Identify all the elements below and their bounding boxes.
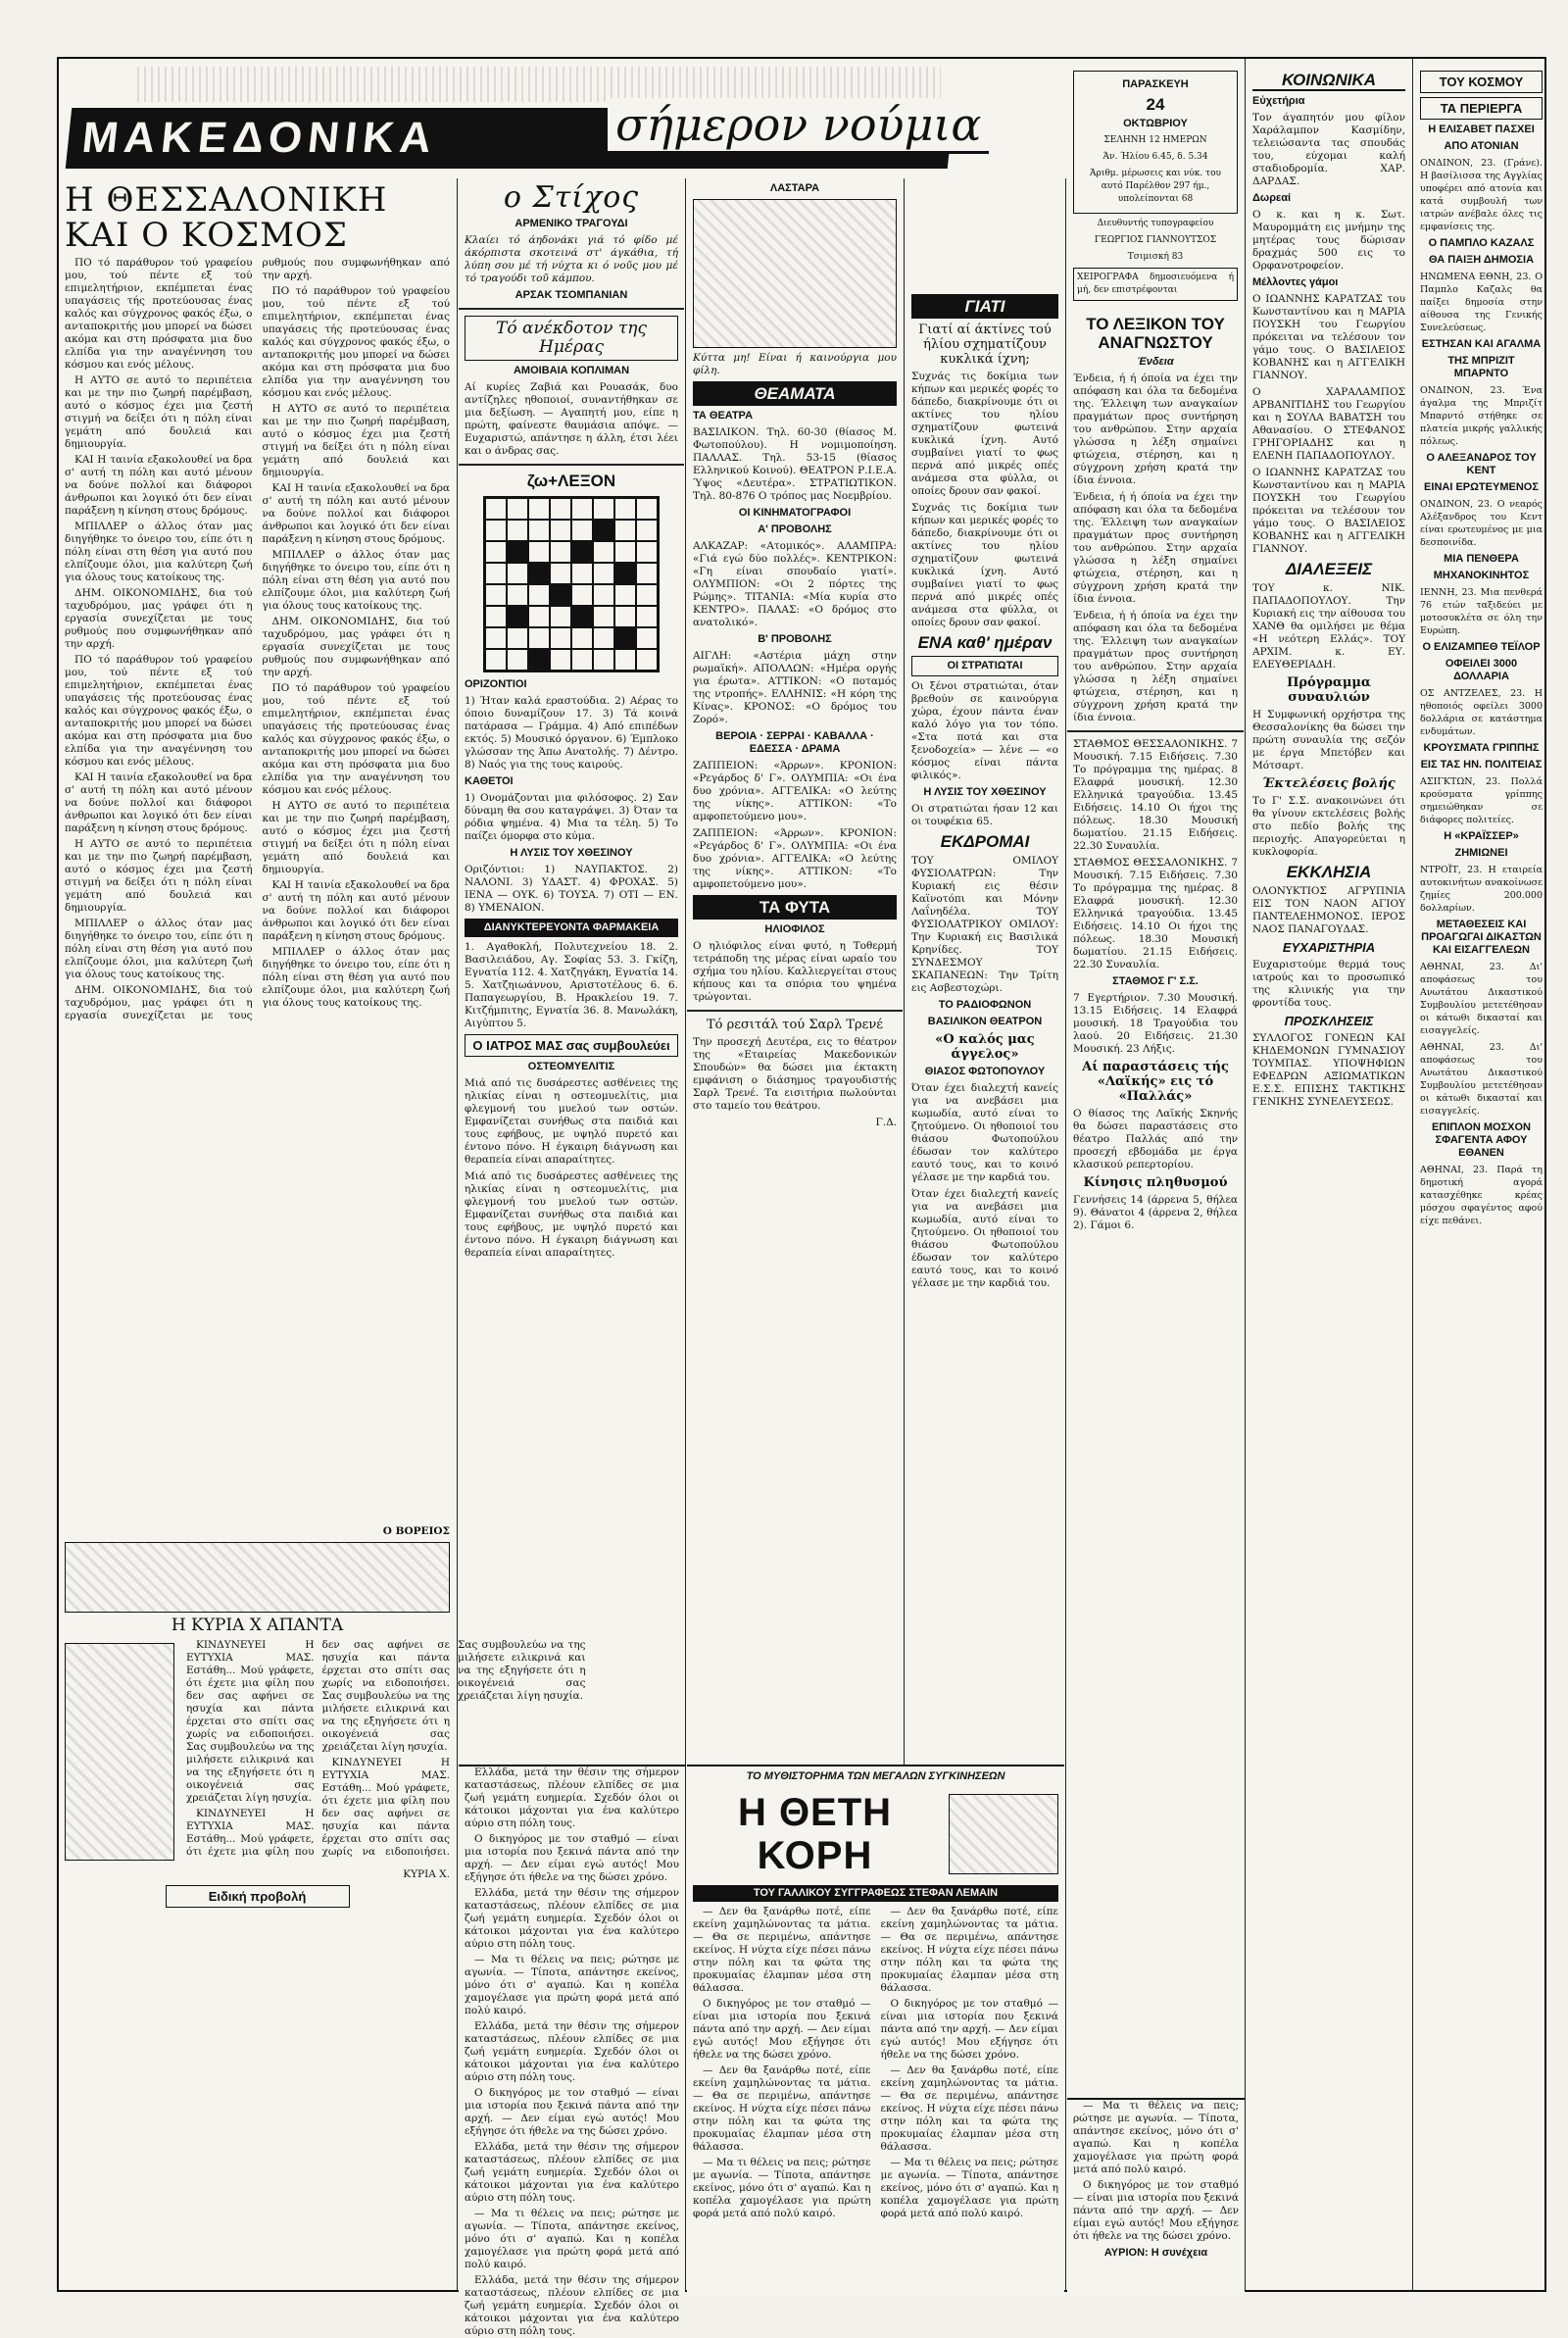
masthead-script: σήμερον νούμια — [608, 98, 989, 154]
serial-author: ΤΟΥ ΓΑΛΛΙΚΟΥ ΣΥΓΓΡΑΦΕΩΣ ΣΤΕΦΑΝ ΛΕΜΑΙΝ — [693, 1885, 1058, 1902]
anecdote-title: ΑΜΟΙΒΑΙΑ ΚΟΠΛΙΜΑΝ — [513, 365, 630, 376]
station-heading: ΣΤΑΘΜΟΣ Γ' Σ.Σ. — [1112, 975, 1199, 987]
news-headline: ΚΡΟΥΣΜΑΤΑ ΓΡΙΠΠΗΣ — [1423, 742, 1540, 754]
article-signature: Ο ΒΟΡΕΙΟΣ — [382, 1525, 450, 1537]
article-paragraph: ΠΟ τό παράθυρον τού γραφείου μου, τού πέντε εξ τού επιμελητήριον, εκπέμπεται ένας υπαγάσεις τής προτεύουσας ένας καλός και σύγχρονος φακός έξω, ο ανταποκριτής μου μπορεί να δώσει ακόμα και στη πρόσφατα μια δυο ελπίδα για την αναγέννηση του κόσμου και ενός μέλους. — [262, 682, 450, 796]
invitations-text: ΣΥΛΛΟΓΟΣ ΓΟΝΕΩΝ ΚΑΙ ΚΗΔΕΜΟΝΩΝ ΓΥΜΝΑΣΙΟΥ ΤΟΥΜΠΑΣ. ΥΠΟΨΗΦΙΩΝ ΕΦΕΔΡΩΝ ΑΞΙΩΜΑΤΙΚΩΝ Ε.Σ.Σ. ΕΠΙΣΗΣ ΤΑΚΤΙΚΗΣ ΓΕΝΙΚΗΣ ΣΥΝΕΛΕΥΣΕΩΣ. — [1252, 1032, 1405, 1108]
news-subheadline: ΖΗΜΙΩΝΕΙ — [1454, 847, 1508, 859]
article-paragraph: Η ΑΥΤΟ σε αυτό το περιπέτεια και με την πιο ζωηρή παρέμβαση, αυτό ο κόσμος έχει μια ζεστή στιγμή να δείξει ότι η πόλη είναι γεμάτη από δουλειά και δημιουργία. — [65, 374, 253, 450]
date-day: ΠΑΡΑΣΚΕΥΗ — [1122, 78, 1189, 90]
kyria-x-heading: Η ΚΥΡΙΑ Χ ΑΠΑΝΤΑ — [171, 1616, 344, 1635]
column-rule — [1065, 178, 1066, 2290]
invitations-heading: ΠΡΟΣΚΛΗΣΕΙΣ — [1284, 1014, 1374, 1028]
weddings-heading: Μέλλοντες γάμοι — [1252, 276, 1339, 288]
news-text: ΑΘΗΝΑΙ, 23. Δι' αποφάσεως του Ανωτάτου Δικαστικού Συμβουλίου μετετέθησαν οι κάτωθι δικασταί και εισαγγελείς. — [1420, 962, 1543, 1036]
column-7 — [1414, 59, 1548, 2290]
news-subheadline: ΟΦΕΙΛΕΙ 3000 ΔΟΛΛΑΡΙΑ — [1445, 658, 1518, 682]
lower-story-text: — Μα τι θέλεις να πεις; ρώτησε με αγωνία. — Τίποτα, απάντησε εκείνος, μόνο ότι σ' αγαπώ. Και η κοπέλα χαμογέλασε για πρώτη φορά μετά από πολύ καιρό. — [465, 1954, 679, 2016]
city-skyline-illustration — [137, 67, 941, 102]
royal-theatre-heading: ΒΑΣΙΛΙΚΟΝ ΘΕΑΤΡΟΝ — [927, 1016, 1043, 1027]
regions-list: ΖΑΠΠΕΙΟΝ: «Άρρων». ΚΡΟΝΙΟΝ: «Ρεγάρδος δ' Γ». ΟΛΥΜΠΙΑ: «Οι ένα δυο χρόνια». ΑΓΓΕΛΙΚΑ: «Ο λεύτης της νίκης». ΑΤΤΙΚΟΝ: «Το αμφοπετούμενο μου». — [693, 827, 897, 890]
serial-text: — Μα τι θέλεις να πεις; ρώτησε με αγωνία. — Τίποτα, απάντησε εκείνος, μόνο ότι σ' αγαπώ. Και η κοπέλα χαμογέλασε για πρώτη φορά μετά από πολύ καιρό. — [693, 2157, 871, 2219]
plants-subheading: ΗΛΙΟΦΙΛΟΣ — [764, 923, 825, 935]
article-paragraph: ΚΑΙ Η ταινία εξακολουθεί να δρα σ' αυτή τη πόλη και αυτό μένουν να δούνε πολλοί και διάφοροι άνθρωποι και λογικό ότι δεν είναι παράξενη η κίνηση στους δρόμους. — [65, 771, 253, 834]
serial-text: — Δεν θα ξανάρθω ποτέ, είπε εκείνη χαμηλώνοντας τα μάτια. — Θα σε περιμένω, απάντησε εκείνος. Η νύχτα είχε πέσει πάνω στην πόλη και τα φώτα της προκυμαίας έλαμπαν μέσα στη θάλασσα. — [693, 2064, 871, 2153]
royal-theatre-play: «Ο καλός μας άγγελος» — [935, 1032, 1035, 1062]
stichos-heading: ο Στίχος — [503, 180, 640, 215]
column-rule — [457, 178, 458, 2290]
royal-theatre-review: Όταν έχει διαλεχτή κανείς για να ανεβάσει μια κωμωδία, αυτό είναι το ζητούμενο. Οι ηθοποιοί του θιάσου Φωτοπούλου έδωσαν τον καλύτερο εαυτό τους, και το κοινό γέλασε με την καρδιά του. — [911, 1188, 1058, 1289]
wishes-text: Τον άγαπητόν μου φίλον Χαράλαμπον Κασμίδην, τελειώσαντα τας σπουδάς του, εύχομαι καλή σταδιοδρομία. ΧΑΡ. ΔΑΡΔΑΣ. — [1252, 112, 1405, 187]
printer-name: ΓΕΩΡΓΙΟΣ ΓΙΑΝΝΟΥΤΣΟΣ — [1094, 235, 1217, 245]
printer-address: Τσιμισκή 83 — [1127, 252, 1184, 262]
crossword-solution-label: Η ΛΥΣΙΣ ΤΟΥ ΧΘΕΣΙΝΟΥ — [510, 847, 633, 859]
cinemas-first-run: Α' ΠΡΟΒΟΛΗΣ — [758, 523, 832, 535]
puzzle-solution: Οι στρατιώται ήσαν 12 και οι τουφέκια 65. — [911, 803, 1058, 827]
excursions-text: ΤΟΥ ΟΜΙΛΟΥ ΦΥΣΙΟΛΑΤΡΩΝ: Την Κυριακή εις θέσιν Καϊνοτόπι και Μόνην Λαΐνηδέλα. ΤΟΥ ΦΥΣΙΟΛΑΤΡΙΚΟΥ ΟΜΙΛΟΥ: Την Κυριακή εις Βασιλικά Κρηνίδες. ΤΟΥ ΣΥΝΔΕΣΜΟΥ ΣΚΑΠΑΝΕΩΝ: Την Τρίτη εις Ασβεστοχώρι. — [911, 855, 1058, 994]
station-program: 7 Εγερτήριον. 7.30 Μουσική. 13.15 Ειδήσεις. 14 Ελαφρά μουσική. 18 Τραγούδια του λαού. 20 Ειδήσεις. 21.30 Μουσική. 23 Λήξις. — [1073, 992, 1238, 1055]
news-text: ΟΝΔΙΝΟΝ, 23. (Γράνε). Η βασίλισσα της Αγγλίας υποφέρει από ατονία και κατά συμβουλή των ιατρών ανέβαλε όλες τις εμφανίσεις της. — [1420, 158, 1543, 232]
hearts-illustration — [65, 1643, 174, 1861]
social-heading: ΚΟΙΝΩΝΙΚΑ — [1252, 71, 1405, 91]
donations-text: Ο κ. και η κ. Σωτ. Μαυρομμάτη εις μνήμην της μητέρας τους δώρισαν δραχμάς 500 εις το Ορφανοτροφείον. — [1252, 209, 1405, 272]
lower-story — [459, 1765, 685, 2337]
article-paragraph: ΔΗΜ. ΟΙΚΟΝΟΜΙΔΗΣ, δια τού ταχυδρόμου, μας γράφει ότι η εργασία συνεχίζεται με τους ρυθμούς που συμφωνήθηκαν από την αρχή. — [65, 587, 253, 650]
why-text: Συχνάς τις δοκίμια των κήπων και μερικές φορές το δάπεδο, διακρίνουμε ότι οι ακτίνες του ηλίου σχηματίζουν φωτεινά κυκλικά ίχνη. Αυτό συμβαίνει γιατί το φως περνά από μικρές οπές ανάμεσα στα φύλλα, οι οποίες δρουν σαν φακοί. — [911, 502, 1058, 628]
concerts-text: Η Συμφωνική ορχήστρα της Θεσσαλονίκης θα δώσει την πρώτη συναυλία της σεζόν με έργα Μπετόβεν και Μότσαρτ. — [1252, 709, 1405, 771]
cinemas-list: ΑΛΚΑΖΑΡ: «Ατομικός». ΑΛΑΜΠΡΑ: «Γιά εγώ δύο πολλές». ΚΕΝΤΡΙΚΟΝ: «Γη είναι σπουδαίο γιατί». ΟΛΥΜΠΙΟΝ: «Οι 2 πόρτες της Ρώμης». ΤΙΤΑΝΙΑ: «Μία κυρία στο ΚΕΝΤΡΟ». ΠΑΛΑΣ: «Ο δρόμος στο ανατολικό». — [693, 540, 897, 628]
crossword-horizontal-label: ΟΡΙΖΟΝΤΙΟΙ — [465, 678, 527, 690]
weddings-text-2: Ο ΧΑΡΑΛΑΜΠΟΣ ΑΡΒΑΝΙΤΙΔΗΣ του Γεωργίου και η ΣΟΥΛΑ ΒΑΒΑΤΣΗ του Αθανασίου. Ο ΣΤΕΦΑΝΟΣ ΓΡΗΓΟΡΙΑΔΗΣ και η ΕΛΕΝΗ ΠΑΠΑΔΟΠΟΥΛΟΥ. — [1252, 386, 1405, 462]
poem-title: ΑΡΜΕΝΙΚΟ ΤΡΑΓΟΥΔΙ — [514, 218, 628, 229]
news-text: ΗΝΩΜΕΝΑ ΕΘΝΗ, 23. Ο Παμπλο Καζαλς θα παίξει δημοσία στην αίθουσα της Γενικής Συνελεύσεως. — [1420, 272, 1543, 333]
anecdote-heading: Τό ανέκδοτον της Ημέρας — [465, 316, 678, 361]
cinemas-second-run: Β' ΠΡΟΒΟΛΗΣ — [758, 633, 832, 645]
church-text: ΟΛΟΝΥΚΤΙΟΣ ΑΓΡΥΠΝΙΑ ΕΙΣ ΤΟΝ ΝΑΟΝ ΑΓΙΟΥ ΠΑΝΤΕΛΕΗΜΟΝΟΣ. ΙΕΡΟΣ ΝΑΟΣ ΠΑΝΑΓΟΥΔΑΣ. — [1252, 885, 1405, 935]
lexicon-word: Ένδεια — [1137, 356, 1174, 368]
news-headline: ΜΕΤΑΘΕΣΕΙΣ ΚΑΙ ΠΡΟΑΓΩΓΑΙ ΔΙΚΑΣΤΩΝ ΚΑΙ ΕΙΣΑΓΓΕΛΕΩΝ — [1421, 919, 1542, 956]
thanks-text: Ευχαριστούμε θερμά τους ιατρούς και το προσωπικό της κλινικής για την φροντίδα τους. — [1252, 959, 1405, 1009]
radio-heading: ΤΟ ΡΑΔΙΟΦΩΝΟΝ — [938, 999, 1032, 1011]
donations-heading: Δωρεαί — [1252, 192, 1292, 204]
regions-list: ΖΑΠΠΕΙΟΝ: «Άρρων». ΚΡΟΝΙΟΝ: «Ρεγάρδος δ' Γ». ΟΛΥΜΠΙΑ: «Οι ένα δυο χρόνια». ΑΓΓΕΛΙΚΑ: «Ο λεύτης της νίκης». ΑΤΤΙΚΟΝ: «Το αμφοπετούμενο μου». — [693, 760, 897, 822]
cartoon-heading: ΛΑΣΤΑΡΑ — [769, 182, 820, 194]
why-question: Γιατί αί άκτίνες τού ήλίου σχηματίζουν κυκλικά ίχνη; — [918, 323, 1052, 367]
firing-heading: Έκτελέσεις βολής — [1262, 776, 1396, 791]
article-paragraph: ΜΠΙΛΛΕΡ ο άλλος όταν μας διηγήθηκε το όνειρο του, είπε ότι η πόλη είναι στη θέση για αυτό που ελπίζουμε όλοι, μια καλύτερη ζωή για όλους τους κατοίκους της. — [262, 549, 450, 612]
news-headline: ΕΠΙΠΛΟΝ ΜΟΣΧΟΝ ΣΦΑΓΕΝΤΑ ΑΦΟΥ ΕΘΑΝΕΝ — [1431, 1121, 1532, 1159]
printer-label: Διευθυντής τυπογραφείου — [1097, 219, 1214, 228]
theatres-label: ΤΑ ΘΕΑΤΡΑ — [693, 410, 754, 422]
news-headline: ΜΙΑ ΠΕΝΘΕΡΑ — [1444, 553, 1519, 565]
royal-theatre-review: Όταν έχει διαλεχτή κανείς για να ανεβάσει μια κωμωδία, αυτό είναι το ζητούμενο. Οι ηθοποιοί του θιάσου Φωτοπούλου έδωσαν τον καλύτερο εαυτό τους, και το κοινό γέλασε με την καρδιά του. — [911, 1082, 1058, 1183]
news-subheadline: ΕΙΝΑΙ ΕΡΩΤΕΥΜΕΝΟΣ — [1424, 481, 1539, 493]
cinemas-label: ΟΙ ΚΙΝΗΜΑΤΟΓΡΑΦΟΙ — [738, 507, 852, 519]
column-rule — [1412, 59, 1413, 2290]
lexicon-text: Ένδεια, ή ή όποία να έχει την απόφαση και όλα τα δεδομένα της. Έλλειψη των αναγκαίων πραγμάτων προς συντήρηση του ανθρώπου. Στην αρχαία γλώσσα η λέξη σημαίνει φτώχεια, στέρηση, και η σύγχρονη χρήση κρατά την ίδια έννοια. — [1073, 373, 1238, 486]
regions-label: ΒΕΡΟΙΑ · ΣΕΡΡΑΙ · ΚΑΒΑΛΛΑ · ΕΔΕΣΣΑ · ΔΡΑΜΑ — [715, 730, 874, 755]
news-text: ΟΣ ΑΝΤΖΕΛΕΣ, 23. Η ηθοποιός οφείλει 3000 δολλάρια σε κατάστημα ενδυμάτων. — [1420, 688, 1543, 737]
poet-name: ΑΡΣΑΚ ΤΣΟΜΠΑΝΙΑΝ — [514, 289, 628, 301]
lexicon-text: Ένδεια, ή ή όποία να έχει την απόφαση και όλα τα δεδομένα της. Έλλειψη των αναγκαίων πραγμάτων προς συντήρηση του ανθρώπου. Στην αρχαία γλώσσα η λέξη σημαίνει φτώχεια, στέρηση, και η σύγχρονη χρήση κρατά την ίδια έννοια. — [1073, 491, 1238, 605]
news-headline: Ο ΑΛΕΞΑΝΔΡΟΣ ΤΟΥ ΚΕΝΤ — [1426, 452, 1537, 476]
thanks-heading: ΕΥΧΑΡΙΣΤΗΡΙΑ — [1282, 940, 1376, 955]
article-paragraph: ΜΠΙΛΛΕΡ ο άλλος όταν μας διηγήθηκε το όνειρο του, είπε ότι η πόλη είναι στη θέση για αυτό που ελπίζουμε όλοι, μια καλύτερη ζωή για όλους τους κατοίκους της. — [262, 946, 450, 1009]
article-paragraph: Η ΑΥΤΟ σε αυτό το περιπέτεια και με την πιο ζωηρή παρέμβαση, αυτό ο κόσμος έχει μια ζεστή στιγμή να δείξει ότι η πόλη είναι γεμάτη από δουλειά και δημιουργία. — [65, 838, 253, 914]
sun-info: Άν. Ήλίου 6.45, δ. 5.34 — [1102, 152, 1208, 162]
church-heading: ΕΚΚΛΗΣΙΑ — [1286, 863, 1372, 881]
lower-story-right — [1067, 2098, 1245, 2296]
masthead — [59, 59, 1019, 178]
lower-story-text: Ο δικηγόρος με τον σταθμό — είναι μια ιστορία που ξεκινά πάντα από την αρχή. — Δεν είμαι εγώ αυτός! Μου εξήγησε ότι ήθελε να της δώσει χρόνο. — [465, 1833, 679, 1883]
recital-text: Την προσεχή Δευτέρα, εις το θέατρον της «Εταιρείας Μακεδονικών Σπουδών» θα δώσει μια έκτακτη εμφάνιση ο διάσημος τραγουδιστής Σαρλ Τρενέ. Τα εισιτήρια πωλούνται στο ταμείο του θεάτρου. — [693, 1036, 897, 1112]
article-paragraph: Η ΑΥΤΟ σε αυτό το περιπέτεια και με την πιο ζωηρή παρέμβαση, αυτό ο κόσμος έχει μια ζεστή στιγμή να δείξει ότι η πόλη είναι γεμάτη από δουλειά και δημιουργία. — [262, 800, 450, 875]
serial-banner: ΤΟ ΜΥΘΙΣΤΟΡΗΜΑ ΤΩΝ ΜΕΓΑΛΩΝ ΣΥΓΚΙΝΗΣΕΩΝ — [746, 1770, 1005, 1782]
concerts-heading: Πρόγραμμα συναυλιών — [1287, 675, 1371, 705]
serial-text: — Δεν θα ξανάρθω ποτέ, είπε εκείνη χαμηλώνοντας τα μάτια. — Θα σε περιμένω, απάντησε εκείνος. Η νύχτα είχε πέσει πάνω στην πόλη και τα φώτα της προκυμαίας έλαμπαν μέσα στη θάλασσα. — [693, 1906, 871, 1994]
article-paragraph: ΚΑΙ Η ταινία εξακολουθεί να δρα σ' αυτή τη πόλη και αυτό μένουν να δούνε πολλοί και διάφοροι άνθρωποι και λογικό ότι δεν είναι παράξενη η κίνηση στους δρόμους. — [262, 879, 450, 942]
lexicon-heading: ΤΟ ΛΕΞΙΚΟΝ ΤΟΥ ΑΝΑΓΝΩΣΤΟΥ — [1086, 315, 1225, 352]
column-6 — [1247, 59, 1411, 2290]
news-text: ΝΤΡΟΪΤ, 23. Η εταιρεία αυτοκινήτων ανακοίνωσε ζημίες 200.000 δολλαρίων. — [1420, 865, 1544, 914]
doctor-text: Μιά από τις δυσάρεστες ασθένειες της ηλικίας είναι η οστεομυελίτις, μια φλεγμονή του μυελού των οστών. Εμφανίζεται συνήθως στα παιδιά και τους εφήβους, με υψηλό πυρετό και έντονο πόνο. Η έγκαιρη διάγνωση και θεραπεία είναι απαραίτητες. — [465, 1077, 678, 1166]
article-paragraph: ΜΠΙΛΛΕΡ ο άλλος όταν μας διηγήθηκε το όνειρο του, είπε ότι η πόλη είναι στη θέση για αυτό που ελπίζουμε όλοι, μια καλύτερη ζωή για όλους τους κατοίκους της. — [65, 918, 253, 980]
news-headline: Ο ΕΛΙΖΑΜΠΕΘ ΤΕΪΛΟΡ — [1422, 641, 1541, 653]
recital-signature: Γ.Δ. — [875, 1117, 897, 1128]
article-paragraph: ΠΟ τό παράθυρον τού γραφείου μου, τού πέντε εξ τού επιμελητήριον, εκπέμπεται ένας υπαγάσεις τής προτεύουσας ένας καλός και σύγχρονος φακός έξω, ο ανταποκριτής μου μπορεί να δώσει ακόμα και στη πρόσφατα μια δυο ελπίδα για την αναγέννηση του κόσμου και ενός μέλους. — [65, 654, 253, 768]
cartoon-caption: Κύττα μη! Είναι ή καινούργια μου φίλη. — [693, 352, 897, 376]
article-paragraph: ΔΗΜ. ΟΙΚΟΝΟΜΙΔΗΣ, δια τού ταχυδρόμου, μας γράφει ότι η εργασία συνεχίζεται με τους ρυθμούς που συμφωνήθηκαν από την αρχή. — [262, 616, 450, 678]
manuscripts-note: ΧΕΙΡΟΓΡΑΦΑ δημοσιευόμενα ή μή, δεν επιστρέφονται — [1073, 268, 1238, 301]
puzzle-title: ΟΙ ΣΤΡΑΤΙΩΤΑΙ — [911, 656, 1058, 676]
crossword-vertical-clues: 1) Ονομάζονται μια φιλόσοφος. 2) Σαν δύναμη θα σου καταγράψει. 3) Όταν τα ρόδια ψημένα. 4) Μια τα τέλη. 5) Το παίζει όμορφα στο κύμα. — [465, 792, 678, 842]
article-paragraph: Η ΑΥΤΟ σε αυτό το περιπέτεια και με την πιο ζωηρή παρέμβαση, αυτό ο κόσμος έχει μια ζεστή στιγμή να δείξει ότι η πόλη είναι γεμάτη από δουλειά και δημιουργία. — [262, 403, 450, 478]
laiki-text: Ο θίασος της Λαϊκής Σκηνής θα δώσει παραστάσεις στο θέατρο Παλλάς από την προσεχή εβδομάδα με έργα κλασικού ρεπερτορίου. — [1073, 1108, 1238, 1170]
news-text: ΙΕΝΝΗ, 23. Μια πενθερά 76 ετών ταξιδεύει με μοτοσυκλέτα σε όλη την Ευρώπη. — [1420, 587, 1543, 636]
recital-heading: Τό ρεσιτάλ τού Σαρλ Τρενέ — [706, 1018, 884, 1032]
weddings-text: Ο ΙΩΑΝΝΗΣ ΚΑΡΑΤΖΑΣ του Κωνσταντίνου και η ΜΑΡΙΑ ΠΟΥΣΚΗ του Γεωργίου πρόκειται να τελέσουν τον γάμο τους. Ο ΒΑΣΙΛΕΙΟΣ ΚΟΒΑΝΗΣ και η ΑΓΓΕΛΙΚΗ ΓΙΑΝΝΟΥ. — [1252, 293, 1405, 381]
article-paragraph: ΚΑΙ Η ταινία εξακολουθεί να δρα σ' αυτή τη πόλη και αυτό μένουν να δούνε πολλοί και διάφοροι άνθρωποι και λογικό ότι δεν είναι παράξενη η κίνηση στους δρόμους. — [262, 482, 450, 545]
article-paragraph: ΚΑΙ Η ταινία εξακολουθεί να δρα σ' αυτή τη πόλη και αυτό μένουν να δούνε πολλοί και διάφοροι άνθρωποι και λογικό ότι δεν είναι παράξενη η κίνηση στους δρόμους. — [65, 454, 253, 517]
days-info: Άριθμ. μέρωσεις και νύκ. του αυτό Παρέλθον 297 ήμ., υπολείπονται 68 — [1090, 169, 1221, 204]
serial-text: Ο δικηγόρος με τον σταθμό — είναι μια ιστορία που ξεκινά πάντα από την αρχή. — Δεν είμαι εγώ αυτός! Μου εξήγησε ότι ήθελε να της δώσει χρόνο. — [693, 1998, 871, 2061]
lexicon-text: Ένδεια, ή ή όποία να έχει την απόφαση και όλα τα δεδομένα της. Έλλειψη των αναγκαίων πραγμάτων προς συντήρηση του ανθρώπου. Στην αρχαία γλώσσα η λέξη σημαίνει φτώχεια, στέρηση, και η σύγχρονη χρήση κρατά την ίδια έννοια. — [1073, 610, 1238, 723]
doctor-subheading: ΟΣΤΕΟΜΥΕΛΙΤΙΣ — [527, 1061, 615, 1072]
weddings-text: Ο ΙΩΑΝΝΗΣ ΚΑΡΑΤΖΑΣ του Κωνσταντίνου και η ΜΑΡΙΑ ΠΟΥΣΚΗ του Γεωργίου πρόκειται να τελέσουν τον γάμο τους. Ο ΒΑΣΙΛΕΙΟΣ ΚΟΒΑΝΗΣ και η ΑΓΓΕΛΙΚΗ ΓΙΑΝΝΟΥ. — [1252, 467, 1405, 555]
radio-program: ΣΤΑΘΜΟΣ ΘΕΣΣΑΛΟΝΙΚΗΣ. 7 Μουσική. 7.15 Ειδήσεις. 7.30 Το πρόγραμμα της ημέρας. 8 Ελαφρά μουσική. 12.30 Ελληνικά τραγούδια. 13.45 Ειδήσεις. 14.10 Οι ήχοι της πόλεως. 18.30 Μουσική δωματίου. 21.15 Ειδήσεις. 22.30 Συναυλία. — [1073, 857, 1238, 970]
lower-story-text: Ελλάδα, μετά την θέσιν της σήμερον καταστάσεως, πλέουν ελπίδες σε μια ζωή γεμάτη ευημερία. Σχεδόν όλοι οι κάτοικοι μάχονται για ένα καλύτερο αύριο στη πόλη τους. — [465, 2141, 679, 2204]
shows-heading: ΘΕΑΜΑΤΑ — [693, 381, 897, 406]
news-headline: ΕΣΤΗΣΑΝ ΚΑΙ ΑΓΑΛΜΑ — [1421, 338, 1542, 350]
lower-story-text: Ελλάδα, μετά την θέσιν της σήμερον καταστάσεως, πλέουν ελπίδες σε μια ζωή γεμάτη ευημερία. Σχεδόν όλοι οι κάτοικοι μάχονται για ένα καλύτερο αύριο στη πόλη τους. — [465, 1766, 679, 1829]
news-text: ΟΝΔΙΝΟΝ, 23. Ο νεαρός Αλέξανδρος του Κεντ είναι ερωτευμένος με μια δεσποινίδα. — [1420, 499, 1543, 548]
curiosities-heading: ΤΑ ΠΕΡΙΕΡΓΑ — [1420, 97, 1543, 120]
doctor-text-continued: Μιά από τις δυσάρεστες ασθένειες της ηλικίας είναι η οστεομυελίτις, μια φλεγμονή του μυελού των οστών. Εμφανίζεται συνήθως στα παιδιά και τους εφήβους, με υψηλό πυρετό και έντονο πόνο. Η έγκαιρη διάγνωση και θεραπεία είναι απαραίτητες. — [465, 1170, 678, 1259]
column-rule — [1245, 59, 1246, 2290]
cinemas-list-2: ΑΙΓΛΗ: «Αστέρια μάχη στην ρωμαϊκή». ΑΠΟΛΛΩΝ: «Ημέρα οργής για έρωτα». ΑΤΤΙΚΟΝ: «Ο ποταμός της ντροπής». ΕΛΛΗΝΙΣ: «Η κόρη της Κίνας». ΚΡΟΝΟΣ: «Ο δρόμος του Ζορό». — [693, 650, 897, 725]
article-paragraph: ΔΗΜ. ΟΙΚΟΝΟΜΙΔΗΣ, δια τού ταχυδρόμου, μας γράφει ότι η εργασία συνεχίζεται με τους ρυθμούς που συμφωνήθηκαν από την αρχή. — [65, 257, 450, 1021]
lower-story-text: — Μα τι θέλεις να πεις; ρώτησε με αγωνία. — Τίποτα, απάντησε εκείνος, μόνο ότι σ' αγαπώ. Και η κοπέλα χαμογέλασε για πρώτη φορά μετά από πολύ καιρό. — [1073, 2100, 1239, 2175]
crossword-vertical-label: ΚΑΘΕΤΟΙ — [465, 775, 514, 787]
wishes-heading: Εὐχετήρια — [1252, 95, 1305, 107]
article-paragraph: ΠΟ τό παράθυρον τού γραφείου μου, τού πέντε εξ τού επιμελητήριον, εκπέμπεται ένας υπαγάσεις τής προτεύουσας ένας καλός και σύγχρονος φακός έξω, ο ανταποκριτής μου μπορεί να δώσει ακόμα και στη πρόσφατα μια δυο ελπίδα για την αναγέννηση του κόσμου και ενός μέλους. — [65, 257, 253, 371]
kyria-signature: ΚΥΡΙΑ Χ. — [403, 1868, 450, 1880]
royal-theatre-troupe: ΘΙΑΣΟΣ ΦΩΤΟΠΟΥΛΟΥ — [924, 1066, 1046, 1077]
serial-story — [687, 1765, 1064, 2296]
excursions-heading: ΕΚΔΡΟΜΑΙ — [940, 832, 1030, 851]
serial-text: — Δεν θα ξανάρθω ποτέ, είπε εκείνη χαμηλώνοντας τα μάτια. — Θα σε περιμένω, απάντησε εκείνος. Η νύχτα είχε πέσει πάνω στην πόλη και τα φώτα της προκυμαίας έλαμπαν μέσα στη θάλασσα. — [880, 1906, 1058, 1994]
news-subheadline: ΕΙΣ ΤΑΣ ΗΝ. ΠΟΛΙΤΕΙΑΣ — [1420, 759, 1543, 771]
world-heading: ΤΟΥ ΚΟΣΜΟΥ — [1420, 71, 1543, 93]
why-heading: ΓΙΑΤΙ — [911, 294, 1058, 319]
lectures-text: ΤΟΥ κ. ΝΙΚ. ΠΑΠΑΔΟΠΟΥΛΟΥ. Την Κυριακή εις την αίθουσα του ΧΑΝΘ θα ομιλήσει με θέμα «Η νεότερη Ελλάς». ΤΟΥ ΑΡΧΙΜ. κ. ΕΥ. ΕΛΕΥΘΕΡΙΑΔΗ. — [1252, 582, 1405, 671]
serial-text: — Δεν θα ξανάρθω ποτέ, είπε εκείνη χαμηλώνοντας τα μάτια. — Θα σε περιμένω, απάντησε εκείνος. Η νύχτα είχε πέσει πάνω στην πόλη και τα φώτα της προκυμαίας έλαμπαν μέσα στη θάλασσα. — [880, 2064, 1058, 2153]
pharmacies-list: 1. Αγαθοκλή, Πολυτεχνείου 18. 2. Βασιλειάδου, Αγ. Σοφίας 53. 3. Γκίζη, Εγνατία 112. 4. Χατζηγάκη, Εγνατία 14. 5. Χατζηιωάννου, Αριστοτέλους 6. 6. Παπαγεωργίου, Β. Ηρακλείου 19. 7. Κιτζήμπιτης, Εγνατία 36. 8. Μανωλάκη, Αιγύπτου 5. — [465, 941, 678, 1029]
serial-text: — Μα τι θέλεις να πεις; ρώτησε με αγωνία. — Τίποτα, απάντησε εκείνος, μόνο ότι σ' αγαπώ. Και η κοπέλα χαμογέλασε για πρώτη φορά μετά από πολύ καιρό. — [880, 2157, 1058, 2219]
crossword-grid — [483, 496, 660, 672]
news-text: ΑΘΗΝΑΙ, 23. Παρά τη δημοτική αγορά κατασχέθηκε κρέας μόσχου σφαγέντος αφού είχε πεθάνει. — [1420, 1165, 1543, 1226]
kyria-text: ΚΙΝΔΥΝΕΥΕΙ Η ΕΥΤΥΧΙΑ ΜΑΣ. Εστάθη... Μού γράφετε, ότι έχετε μια φίλη που δεν σας αφήνει σε ησυχία και πάντα έρχεται στο σπίτι σας χωρίς να ειδοποιήσει. Σας συμβουλεύω να της μιλήσετε ειλικρινά και να της εξηγήσετε ότι η οικογένειά σας χρειάζεται λίγη ησυχία. — [186, 1639, 450, 1858]
crossword-horizontal-clues: 1) Ήταν καλά εραστούδια. 2) Αέρας το όποιο δυναμίζουν 17. 3) Τά κοινά πατάρασα — Γράμμα. 4) Από επιπέδων εκτός. 5) Μουσικό όργανον. 6) Έμπλοκο γλώσσαν της Άπω Ανατολής. 7) Δέντρο. 8) Ναός για της τους καιρούς. — [465, 695, 678, 771]
kyria-text: ΚΙΝΔΥΝΕΥΕΙ Η ΕΥΤΥΧΙΑ ΜΑΣ. Εστάθη... Μού γράφετε, ότι έχετε μια φίλη που δεν σας αφήνει σε ησυχία και πάντα έρχεται στο σπίτι σας χωρίς να ειδοποιήσει. Σας συμβουλεύω να της μιλήσετε ειλικρινά και να της εξηγήσετε ότι η οικογένειά σας χρειάζεται λίγη ησυχία. — [321, 1639, 586, 1858]
plants-heading: ΤΑ ΦΥΤΑ — [693, 895, 897, 920]
lower-story-text: Ο δικηγόρος με τον σταθμό — είναι μια ιστορία που ξεκινά πάντα από την αρχή. — Δεν είμαι εγώ αυτός! Μου εξήγησε ότι ήθελε να της δώσει χρόνο. — [1073, 2179, 1239, 2242]
lower-story-text: Ελλάδα, μετά την θέσιν της σήμερον καταστάσεως, πλέουν ελπίδες σε μια ζωή γεμάτη ευημερία. Σχεδόν όλοι οι κάτοικοι μάχονται για ένα καλύτερο αύριο στη πόλη τους. — [465, 2020, 679, 2083]
column-5 — [1067, 59, 1244, 2290]
pharmacies-heading: ΔΙΑΝΥΚΤΕΡΕΥΟΝΤΑ ΦΑΡΜΑΚΕΙΑ — [465, 919, 678, 937]
doctor-heading: Ο ΙΑΤΡΟΣ ΜΑΣ σας συμβουλεύει — [465, 1034, 678, 1057]
population-text: Γεννήσεις 14 (άρρενα 5, θήλεα 9). Θάνατοι 4 (άρρενα 2, θήλεα 2). Γάμοι 6. — [1073, 1194, 1238, 1231]
puzzle-solution-label: Η ΛΥΣΙΣ ΤΟΥ ΧΘΕΣΙΝΟΥ — [923, 786, 1047, 798]
news-headline: Ο ΠΑΜΠΛΟ ΚΑΖΑΛΣ — [1428, 237, 1535, 249]
news-subheadline: ΑΠΟ ΑΤΟΝΙΑΝ — [1444, 140, 1519, 152]
news-text: ΟΝΔΙΝΟΝ, 23. Ένα άγαλμα της Μπριζίτ Μπαρντό στήθηκε σε πλατεία μικρής γαλλικής πόλεως. — [1420, 385, 1543, 447]
lower-story-text: — Μα τι θέλεις να πεις; ρώτησε με αγωνία. — Τίποτα, απάντησε εκείνος, μόνο ότι σ' αγαπώ. Και η κοπέλα χαμογέλασε για πρώτη φορά μετά από πολύ καιρό. — [465, 2208, 679, 2270]
crossword-solution: Οριζόντιοι: 1) ΝΑΥΠΑΚΤΟΣ. 2) ΝΑΛΟΝΙ. 3) ΥΔΑΣΤ. 4) ΦΡΟΧΑΣ. 5) ΙΕΝΑ — ΟΥΚ. 6) ΤΟΥΣΑ. 7) ΟΤΙ — ΕΝ. 8) ΥΜΕΝΑΙΟΝ. — [465, 864, 678, 914]
population-heading: Κίνησις πληθυσμού — [1083, 1175, 1228, 1190]
date-box — [1073, 71, 1238, 214]
plants-text: Ο ηλιόφιλος είναι φυτό, η Τοθερμή τετράποδη της μέρας είναι ωραίο του σχήμα του ηλίου. Καλλιεργείται στους κήπους και τα σπόρια του ψημένα τρώγονται. — [693, 940, 897, 1003]
news-subheadline: ΤΗΣ ΜΠΡΙΖΙΤ ΜΠΑΡΝΤΟ — [1447, 355, 1515, 379]
column-rule — [685, 178, 686, 2290]
lower-story-text: Ελλάδα, μετά την θέσιν της σήμερον καταστάσεως, πλέουν ελπίδες σε μια ζωή γεμάτη ευημερία. Σχεδόν όλοι οι κάτοικοι μάχονται για ένα καλύτερο αύριο στη πόλη τους. — [465, 2274, 679, 2337]
poem-text: Κλαίει τό άηδονάκι γιά τό φίδο μέ άκόρπιστα σκοτεινά στ' άγκάθια, τή λύπη σου μέ τή νύχτα κι ό νοῦς μου μέ τό τραγούδι τοῦ κάμπου. — [465, 234, 678, 284]
why-text: Συχνάς τις δοκίμια των κήπων και μερικές φορές το δάπεδο, διακρίνουμε ότι οι ακτίνες του ηλίου σχηματίζουν φωτεινά κυκλικά ίχνη. Αυτό συμβαίνει γιατί το φως περνά από μικρές οπές ανάμεσα στα φύλλα, οι οποίες δρουν σαν φακοί. — [911, 371, 1058, 497]
news-text: ΑΘΗΝΑΙ, 23. Δι' αποφάσεως του Ανωτάτου Δικαστικού Συμβουλίου μετετέθησαν οι κάτωθι δικασταί και εισαγγελείς. — [1420, 1042, 1543, 1117]
theatres-list: ΒΑΣΙΛΙΚΟΝ. Τηλ. 60-30 (θίασος Μ. Φωτοπούλου). Η νομιμοποίηση. ΠΑΛΛΑΣ. Τηλ. 53-15 (θίασος Ελληνικού Κοινού). ΘΕΑΤΡΟΝ Ρ.Ι.Ε.Α. Ύψος «Δευτέρα». ΣΤΡΑΤΙΩΤΙΚΟΝ. Τηλ. 80-876 Ο τρόπος μας Νοεμβρίου. — [693, 426, 897, 502]
news-text: ΑΣΙΓΚΤΩΝ, 23. Πολλά κρούσματα γρίππης σημειώθηκαν σε διάφορες πολιτείες. — [1420, 776, 1543, 825]
laiki-heading: Αί παραστάσεις τής «Λαϊκής» εις τό «Παλλάς» — [1082, 1060, 1229, 1104]
serial-portrait-illustration — [949, 1794, 1058, 1874]
special-screening-heading: Ειδική προβολή — [166, 1885, 350, 1908]
news-headline: Η ΕΛΙΣΑΒΕΤ ΠΑΣΧΕΙ — [1428, 124, 1535, 135]
article-paragraph: ΠΟ τό παράθυρον τού γραφείου μου, τού πέντε εξ τού επιμελητήριον, εκπέμπεται ένας υπαγάσεις τής προτεύουσας ένας καλός και σύγχρονος φακός έξω, ο ανταποκριτής μου μπορεί να δώσει ακόμα και στη πρόσφατα μια δυο ελπίδα για την αναγέννηση του κόσμου και ενός μέλους. — [262, 285, 450, 399]
kyria-text: ΚΙΝΔΥΝΕΥΕΙ Η ΕΥΤΥΧΙΑ ΜΑΣ. Εστάθη... Μού γράφετε, ότι έχετε μια φίλη που δεν σας αφήνει σε ησυχία και πάντα έρχεται στο σπίτι σας χωρίς να ειδοποιήσει. Σας συμβουλεύω να της μιλήσετε ειλικρινά και να της εξηγήσετε ότι η οικογένειά σας χρειάζεται λίγη ησυχία. — [186, 1639, 315, 1804]
lower-story-text: Ο δικηγόρος με τον σταθμό — είναι μια ιστορία που ξεκινά πάντα από την αρχή. — Δεν είμαι εγώ αυτός! Μου εξήγησε ότι ήθελε να της δώσει χρόνο. — [465, 2087, 679, 2137]
date-number: 24 — [1146, 95, 1165, 114]
lectures-heading: ΔΙΑΛΕΞΕΙΣ — [1285, 560, 1373, 578]
newspaper-page — [57, 57, 1546, 2337]
crossword-heading: ζω+ΛΕΞΟΝ — [526, 472, 616, 490]
tomorrow-note: ΑΥΡΙΟΝ: Η συνέχεια — [1103, 2247, 1208, 2259]
lower-story-text: Ελλάδα, μετά την θέσιν της σήμερον καταστάσεως, πλέουν ελπίδες σε μια ζωή γεμάτη ευημερία. Σχεδόν όλοι οι κάτοικοι μάχονται για ένα καλύτερο αύριο στη πόλη τους. — [465, 1887, 679, 1950]
cartoon-illustration — [693, 199, 897, 348]
date-month: ΟΚΤΩΒΡΙΟΥ — [1123, 118, 1188, 129]
headline-thessaloniki: Η ΘΕΣΣΑΛΟΝΙΚΗ ΚΑΙ Ο ΚΟΣΜΟΣ — [65, 180, 388, 255]
moon-info: ΣΕΛΗΝΗ 12 ΗΜΕΡΩΝ — [1103, 135, 1207, 145]
news-subheadline: ΘΑ ΠΑΙΞΗ ΔΗΜΟΣΙΑ — [1428, 254, 1535, 266]
article-paragraph: ΜΠΙΛΛΕΡ ο άλλος όταν μας διηγήθηκε το όνειρο του, είπε ότι η πόλη είναι στη θέση για αυτό που ελπίζουμε όλοι, μια καλύτερη ζωή για όλους τους κατοίκους της. — [65, 521, 253, 583]
puzzle-heading: ΕΝΑ καθ' ημέραν — [917, 633, 1053, 652]
news-headline: Η «ΚΡΑΪΣΣΕΡ» — [1444, 830, 1519, 842]
masthead-title: ΜΑΚΕΔΟΝΙΚΑ — [66, 108, 955, 169]
firing-text: Το Γ' Σ.Σ. ανακοινώνει ότι θα γίνουν εκτελέσεις βολής στο πεδίο βολής της περιοχής. Απαγορεύεται η κυκλοφορία. — [1252, 795, 1405, 858]
radio-program: ΣΤΑΘΜΟΣ ΘΕΣΣΑΛΟΝΙΚΗΣ. 7 Μουσική. 7.15 Ειδήσεις. 7.30 Το πρόγραμμα της ημέρας. 8 Ελαφρά μουσική. 12.30 Ελληνικά τραγούδια. 13.45 Ειδήσεις. 14.10 Οι ήχοι της πόλεως. 18.30 Μουσική δωματίου. 21.15 Ειδήσεις. 22.30 Συναυλία. — [1073, 738, 1238, 852]
kyria-x-illustration — [65, 1542, 450, 1613]
puzzle-text: Οι ξένοι στρατιώται, όταν βρεθούν σε καινούργια χώρα, έχουν πάντα έναν καλό λόγο για τον τόπο. «Στα ποτά και στα ξενοδοχεία» — λένε — «ο κόσμος είναι πάντα φιλικός». — [911, 680, 1058, 781]
anecdote-text: Αί κυρίες Ζαβιά και Ρουασάκ, δυο αντίζηλες ηθοποιοί, συναντήθηκαν σε μια δεξίωση. — Αγαπητή μου, είπε η πρώτη, φαίνεστε θαυμάσια απόψε. — Ευχαριστώ, απάντησε η άλλη, έτσι λέει και ο άνδρας σας. — [465, 381, 678, 457]
news-subheadline: ΜΗΧΑΝΟΚΙΝΗΤΟΣ — [1433, 570, 1530, 581]
serial-text: Ο δικηγόρος με τον σταθμό — είναι μια ιστορία που ξεκινά πάντα από την αρχή. — Δεν είμαι εγώ αυτός! Μου εξήγησε ότι ήθελε να της δώσει χρόνο. — [880, 1998, 1058, 2061]
serial-title: Η ΘΕΤΗ ΚΟΡΗ — [737, 1791, 893, 1877]
